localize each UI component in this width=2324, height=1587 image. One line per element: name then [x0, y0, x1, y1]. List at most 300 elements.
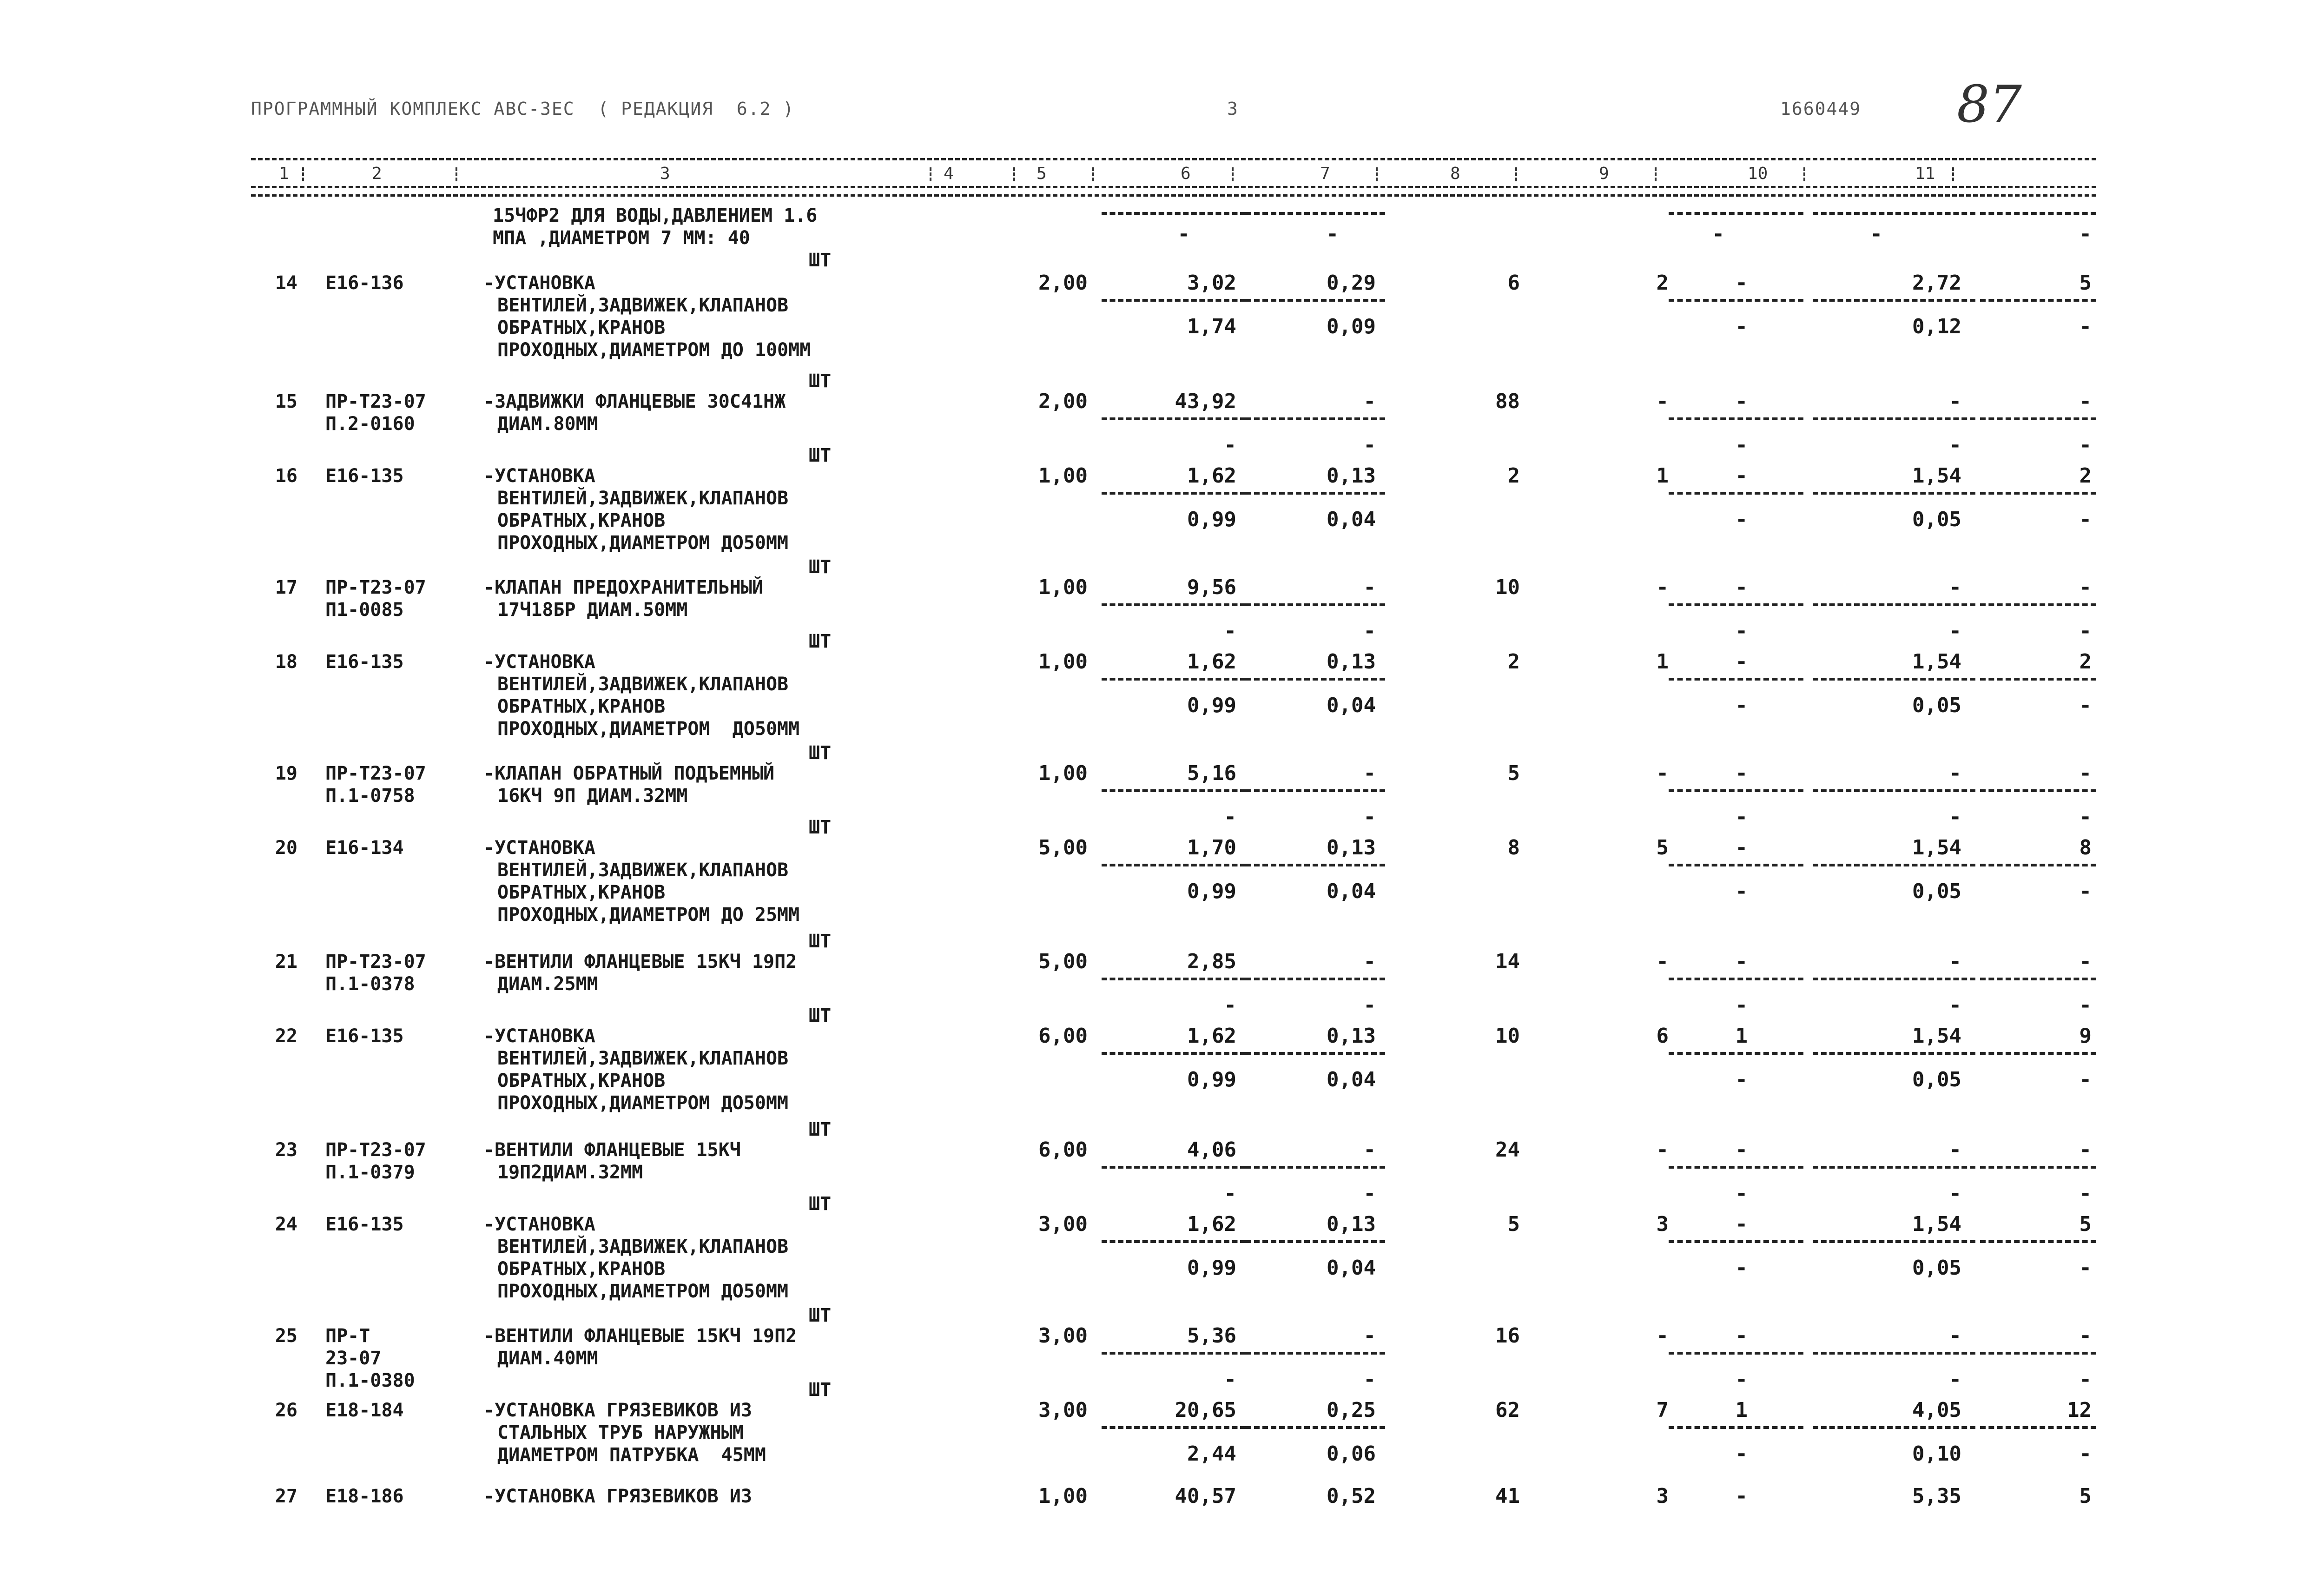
unit-label: ШТ — [809, 1305, 832, 1326]
fraction-rule — [1980, 1352, 2096, 1355]
cell-value: - — [2079, 1182, 2092, 1205]
rate-code: П.1-0378 — [325, 973, 415, 995]
cell-value: - — [2079, 1324, 2092, 1348]
header-rule-bottom — [251, 186, 2096, 188]
fraction-rule — [1102, 1052, 1246, 1055]
column-separator — [1092, 167, 1094, 181]
rate-code: Е16-135 — [325, 651, 404, 673]
fraction-rule — [1246, 417, 1385, 420]
cell-value: - — [2079, 315, 2092, 338]
cell-value: - — [1224, 433, 1236, 457]
cell-value: - — [2079, 1256, 2092, 1280]
column-separator — [1655, 167, 1657, 181]
work-description: -ЗАДВИЖКИ ФЛАНЦЕВЫЕ 30С41НЖ — [483, 391, 786, 412]
work-description: ВЕНТИЛЕЙ,ЗАДВИЖЕК,КЛАПАНОВ — [497, 860, 789, 881]
work-description: -ВЕНТИЛИ ФЛАНЦЕВЫЕ 15КЧ — [483, 1139, 741, 1161]
column-number: 10 — [1748, 164, 1768, 183]
cell-value: 20,65 — [1175, 1398, 1236, 1422]
work-description: -УСТАНОВКА — [483, 837, 595, 859]
fraction-rule — [1669, 299, 1803, 302]
fraction-rule — [1980, 1240, 2096, 1243]
cell-value: - — [1735, 315, 1748, 338]
cell-value: - — [1177, 222, 1190, 246]
cell-value: 0,25 — [1327, 1398, 1376, 1422]
fraction-rule — [1102, 678, 1246, 681]
work-description: ПРОХОДНЫХ,ДИАМЕТРОМ ДО50ММ — [497, 532, 789, 554]
quantity: 1,00 — [1038, 650, 1088, 674]
fraction-rule — [1246, 603, 1385, 606]
unit-label: ШТ — [809, 1193, 832, 1215]
cell-value: - — [1363, 1182, 1376, 1205]
quantity: 5,00 — [1038, 836, 1088, 860]
cell-value: - — [1949, 619, 1961, 643]
cell-value: 0,52 — [1327, 1484, 1376, 1508]
cell-value: 4,06 — [1187, 1138, 1236, 1162]
unit-label: ШТ — [809, 931, 832, 952]
quantity: 2,00 — [1038, 390, 1088, 413]
unit-label: ШТ — [809, 1005, 832, 1026]
cell-value: - — [1735, 805, 1748, 829]
cell-value: 5 — [2079, 1484, 2092, 1508]
work-description: ОБРАТНЫХ,КРАНОВ — [497, 696, 666, 717]
cell-value: - — [1949, 1324, 1961, 1348]
cell-value: - — [2079, 950, 2092, 973]
cell-value: 3 — [1656, 1212, 1669, 1236]
fraction-rule — [1669, 492, 1803, 495]
row-number: 15 — [275, 391, 297, 412]
rate-code: Е16-135 — [325, 1025, 404, 1047]
cell-value: - — [2079, 1138, 2092, 1162]
cell-value: 1 — [1656, 650, 1669, 674]
cell-value: - — [1735, 433, 1748, 457]
fraction-rule — [1813, 299, 1975, 302]
fraction-rule — [1669, 978, 1803, 980]
cell-value: - — [1363, 575, 1376, 599]
quantity: 1,00 — [1038, 464, 1088, 488]
cell-value: - — [1224, 993, 1236, 1017]
cell-value: 0,05 — [1912, 1068, 1961, 1091]
fraction-rule — [1102, 417, 1246, 420]
fraction-rule — [1980, 978, 2096, 980]
work-description: ВЕНТИЛЕЙ,ЗАДВИЖЕК,КЛАПАНОВ — [497, 488, 789, 509]
cell-value: 1,54 — [1912, 1024, 1961, 1048]
fraction-rule — [1246, 678, 1385, 681]
cell-value: - — [1735, 1442, 1748, 1466]
fraction-rule — [1813, 1166, 1975, 1169]
cell-value: 1,62 — [1187, 650, 1236, 674]
fraction-rule — [1246, 1240, 1385, 1243]
cell-value: 1,54 — [1912, 464, 1961, 488]
rate-code: Е16-135 — [325, 1214, 404, 1235]
unit-label: ШТ — [809, 370, 832, 392]
fraction-rule — [1669, 678, 1803, 681]
work-description: ДИАМ.80ММ — [497, 413, 598, 435]
work-description: -УСТАНОВКА — [483, 1025, 595, 1047]
fraction-rule — [1980, 1166, 2096, 1169]
cell-value: 24 — [1495, 1138, 1520, 1162]
cell-value: - — [1735, 508, 1748, 531]
cell-value: 0,29 — [1327, 271, 1376, 295]
row-number: 20 — [275, 837, 297, 859]
cell-value: - — [1870, 222, 1882, 246]
fraction-rule — [1102, 1426, 1246, 1429]
cell-value: - — [2079, 433, 2092, 457]
fraction-rule — [1980, 864, 2096, 866]
cell-value: 5 — [1507, 761, 1520, 785]
unit-label: ШТ — [809, 631, 832, 652]
work-description: ОБРАТНЫХ,КРАНОВ — [497, 317, 666, 338]
cell-value: - — [2079, 993, 2092, 1017]
cell-value: - — [2079, 805, 2092, 829]
column-separator — [1515, 167, 1517, 181]
work-description: ВЕНТИЛЕЙ,ЗАДВИЖЕК,КЛАПАНОВ — [497, 1048, 789, 1069]
cell-value: 43,92 — [1175, 390, 1236, 413]
work-description: -ВЕНТИЛИ ФЛАНЦЕВЫЕ 15КЧ 19П2 — [483, 1325, 797, 1347]
cell-value: 12 — [2067, 1398, 2092, 1422]
cell-value: 14 — [1495, 950, 1520, 973]
work-description: -УСТАНОВКА ГРЯЗЕВИКОВ ИЗ — [483, 1486, 752, 1507]
fraction-rule — [1102, 603, 1246, 606]
work-description: ДИАМЕТРОМ ПАТРУБКА 45ММ — [497, 1444, 766, 1466]
cell-value: - — [2079, 1368, 2092, 1391]
cell-value: 0,06 — [1327, 1442, 1376, 1466]
header-rule-bottom-2 — [251, 194, 2096, 197]
cell-value: - — [2079, 619, 2092, 643]
row-number: 18 — [275, 651, 297, 673]
cell-value: - — [2079, 575, 2092, 599]
cell-value: - — [1363, 390, 1376, 413]
cell-value: 0,05 — [1912, 508, 1961, 531]
work-description: -УСТАНОВКА — [483, 651, 595, 673]
fraction-rule — [1102, 1352, 1246, 1355]
column-separator — [1013, 167, 1015, 181]
cell-value: - — [1949, 805, 1961, 829]
cell-value: - — [1735, 1256, 1748, 1280]
cell-value: - — [1735, 950, 1748, 973]
cell-value: - — [1656, 761, 1669, 785]
cell-value: 0,10 — [1912, 1442, 1961, 1466]
unit-label: ШТ — [809, 742, 832, 764]
unit-label: ШТ — [809, 1119, 832, 1140]
fraction-rule — [1669, 1426, 1803, 1429]
fraction-rule — [1980, 1052, 2096, 1055]
cell-value: 2,85 — [1187, 950, 1236, 973]
cell-value: 62 — [1495, 1398, 1520, 1422]
column-separator — [1803, 167, 1805, 181]
intro-line: 15ЧФР2 ДЛЯ ВОДЫ,ДАВЛЕНИЕМ 1.6 — [493, 205, 818, 226]
cell-value: 1,54 — [1912, 836, 1961, 860]
work-description: -ВЕНТИЛИ ФЛАНЦЕВЫЕ 15КЧ 19П2 — [483, 951, 797, 972]
row-number: 26 — [275, 1400, 297, 1421]
cell-value: - — [1735, 993, 1748, 1017]
rate-code: ПР-Т23-07 — [325, 391, 426, 412]
cell-value: 10 — [1495, 575, 1520, 599]
rate-code: Е18-186 — [325, 1486, 404, 1507]
cell-value: - — [2079, 879, 2092, 903]
cell-value: - — [1735, 390, 1748, 413]
cell-value: - — [1363, 619, 1376, 643]
work-description: ПРОХОДНЫХ,ДИАМЕТРОМ ДО50ММ — [497, 1092, 789, 1114]
cell-value: 5,16 — [1187, 761, 1236, 785]
cell-value: - — [1735, 1324, 1748, 1348]
rate-code: П.1-0380 — [325, 1370, 415, 1391]
fraction-rule — [1669, 1166, 1803, 1169]
work-description: -УСТАНОВКА — [483, 1214, 595, 1235]
work-description: ПРОХОДНЫХ,ДИАМЕТРОМ ДО 100ММ — [497, 339, 811, 361]
column-number: 1 — [279, 164, 289, 183]
cell-value: - — [1735, 1368, 1748, 1391]
cell-value: 0,99 — [1187, 1256, 1236, 1280]
work-description: ПРОХОДНЫХ,ДИАМЕТРОМ ДО50ММ — [497, 718, 800, 740]
quantity: 1,00 — [1038, 761, 1088, 785]
fraction-rule — [1813, 978, 1975, 980]
cell-value: 1,62 — [1187, 1212, 1236, 1236]
column-separator — [1952, 167, 1954, 181]
fraction-rule — [1980, 1426, 2096, 1429]
cell-value: 8 — [1507, 836, 1520, 860]
row-number: 25 — [275, 1325, 297, 1347]
cell-value: 1,74 — [1187, 315, 1236, 338]
cell-value: 0,12 — [1912, 315, 1961, 338]
quantity: 3,00 — [1038, 1212, 1088, 1236]
cell-value: 1,54 — [1912, 1212, 1961, 1236]
fraction-rule — [1669, 1240, 1803, 1243]
cell-value: 0,99 — [1187, 879, 1236, 903]
quantity: 2,00 — [1038, 271, 1088, 295]
cell-value: - — [1735, 836, 1748, 860]
fraction-rule — [1246, 864, 1385, 866]
quantity: 5,00 — [1038, 950, 1088, 973]
cell-value: 5 — [2079, 1212, 2092, 1236]
cell-value: 0,99 — [1187, 694, 1236, 717]
fraction-rule — [1813, 864, 1975, 866]
cell-value: 2 — [2079, 650, 2092, 674]
column-number: 5 — [1037, 164, 1047, 183]
cell-value: 0,05 — [1912, 879, 1961, 903]
cell-value: 1,54 — [1912, 650, 1961, 674]
column-separator — [930, 167, 931, 181]
cell-value: - — [2079, 222, 2092, 246]
work-description: 17Ч18БР ДИАМ.50ММ — [497, 599, 688, 621]
row-number: 23 — [275, 1139, 297, 1161]
fraction-rule — [1813, 603, 1975, 606]
row-number: 24 — [275, 1214, 297, 1235]
rate-code: ПР-Т23-07 — [325, 763, 426, 784]
cell-value: 0,04 — [1327, 508, 1376, 531]
column-separator — [456, 167, 457, 181]
work-description: ПРОХОДНЫХ,ДИАМЕТРОМ ДО 25ММ — [497, 904, 800, 926]
cell-value: - — [2079, 761, 2092, 785]
cell-value: 1 — [1735, 1398, 1748, 1422]
cell-value: 2 — [2079, 464, 2092, 488]
cell-value: - — [1735, 650, 1748, 674]
cell-value: - — [1656, 950, 1669, 973]
cell-value: 8 — [2079, 836, 2092, 860]
fraction-rule — [1669, 864, 1803, 866]
cell-value: 3 — [1656, 1484, 1669, 1508]
row-number: 19 — [275, 763, 297, 784]
cell-value: 0,99 — [1187, 508, 1236, 531]
fraction-rule — [1102, 864, 1246, 866]
cell-value: 0,99 — [1187, 1068, 1236, 1091]
cell-value: 5,35 — [1912, 1484, 1961, 1508]
fraction-rule — [1669, 789, 1803, 792]
rate-code: П1-0085 — [325, 599, 404, 621]
cell-value: - — [1224, 619, 1236, 643]
cell-value: - — [1949, 433, 1961, 457]
work-description: -УСТАНОВКА — [483, 272, 595, 294]
cell-value: 41 — [1495, 1484, 1520, 1508]
fraction-rule — [1246, 789, 1385, 792]
document-number: 1660449 — [1780, 99, 1862, 119]
intro-unit: ШТ — [809, 250, 832, 271]
cell-value: 5 — [1507, 1212, 1520, 1236]
fraction-rule — [1980, 212, 2096, 215]
work-description: ОБРАТНЫХ,КРАНОВ — [497, 1258, 666, 1280]
cell-value: 3,02 — [1187, 271, 1236, 295]
cell-value: - — [1735, 619, 1748, 643]
cell-value: 0,13 — [1327, 650, 1376, 674]
cell-value: - — [1656, 1138, 1669, 1162]
rate-code: Е16-136 — [325, 272, 404, 294]
unit-label: ШТ — [809, 817, 832, 838]
cell-value: - — [1735, 1138, 1748, 1162]
cell-value: 9 — [2079, 1024, 2092, 1048]
rate-code: П.1-0758 — [325, 785, 415, 807]
column-number: 7 — [1320, 164, 1330, 183]
cell-value: - — [1949, 761, 1961, 785]
fraction-rule — [1980, 492, 2096, 495]
handwritten-page-number: 87 — [1957, 74, 2022, 134]
quantity: 6,00 — [1038, 1138, 1088, 1162]
work-description: СТАЛЬНЫХ ТРУБ НАРУЖНЫМ — [497, 1422, 744, 1443]
rate-code: П.1-0379 — [325, 1162, 415, 1183]
cell-value: - — [2079, 390, 2092, 413]
fraction-rule — [1669, 1352, 1803, 1355]
fraction-rule — [1980, 603, 2096, 606]
column-number: 11 — [1915, 164, 1935, 183]
work-description: 16КЧ 9П ДИАМ.32ММ — [497, 785, 688, 807]
cell-value: - — [1949, 993, 1961, 1017]
fraction-rule — [1813, 1426, 1975, 1429]
cell-value: - — [2079, 1442, 2092, 1466]
header-rule-top — [251, 158, 2096, 160]
fraction-rule — [1246, 492, 1385, 495]
cell-value: - — [1735, 271, 1748, 295]
cell-value: - — [1949, 950, 1961, 973]
row-number: 16 — [275, 465, 297, 487]
cell-value: - — [1949, 1368, 1961, 1391]
cell-value: - — [2079, 1068, 2092, 1091]
column-number: 9 — [1599, 164, 1609, 183]
cell-value: 2 — [1507, 650, 1520, 674]
unit-label: ШТ — [809, 1379, 832, 1401]
cell-value: 0,05 — [1912, 1256, 1961, 1280]
cell-value: - — [1363, 805, 1376, 829]
cell-value: 1,62 — [1187, 1024, 1236, 1048]
cell-value: - — [1735, 1068, 1748, 1091]
cell-value: 10 — [1495, 1024, 1520, 1048]
cell-value: - — [1735, 1182, 1748, 1205]
work-description: ВЕНТИЛЕЙ,ЗАДВИЖЕК,КЛАПАНОВ — [497, 674, 789, 695]
fraction-rule — [1813, 1352, 1975, 1355]
rate-code: ПР-Т23-07 — [325, 577, 426, 598]
fraction-rule — [1102, 789, 1246, 792]
cell-value: - — [1224, 1368, 1236, 1391]
cell-value: - — [1949, 1182, 1961, 1205]
cell-value: 6 — [1656, 1024, 1669, 1048]
cell-value: 16 — [1495, 1324, 1520, 1348]
cell-value: - — [1735, 761, 1748, 785]
fraction-rule — [1246, 1426, 1385, 1429]
cell-value: 2 — [1656, 271, 1669, 295]
cell-value: 5 — [2079, 271, 2092, 295]
rate-code: П.2-0160 — [325, 413, 415, 435]
work-description: ОБРАТНЫХ,КРАНОВ — [497, 510, 666, 531]
cell-value: 0,04 — [1327, 694, 1376, 717]
column-number: 8 — [1450, 164, 1460, 183]
cell-value: - — [1326, 222, 1339, 246]
cell-value: 0,13 — [1327, 464, 1376, 488]
column-number: 6 — [1181, 164, 1191, 183]
quantity: 6,00 — [1038, 1024, 1088, 1048]
cell-value: - — [1735, 1212, 1748, 1236]
cell-value: 5,36 — [1187, 1324, 1236, 1348]
fraction-rule — [1813, 678, 1975, 681]
cell-value: 5 — [1656, 836, 1669, 860]
rate-code: ПР-Т23-07 — [325, 1139, 426, 1161]
cell-value: - — [1949, 1138, 1961, 1162]
fraction-rule — [1980, 789, 2096, 792]
fraction-rule — [1980, 678, 2096, 681]
fraction-rule — [1813, 1240, 1975, 1243]
row-number: 14 — [275, 272, 297, 294]
cell-value: 2,44 — [1187, 1442, 1236, 1466]
cell-value: - — [1224, 1182, 1236, 1205]
fraction-rule — [1102, 212, 1246, 215]
cell-value: - — [1363, 1138, 1376, 1162]
cell-value: - — [1363, 1368, 1376, 1391]
cell-value: - — [1735, 879, 1748, 903]
cell-value: 0,04 — [1327, 879, 1376, 903]
fraction-rule — [1980, 417, 2096, 420]
cell-value: 2 — [1507, 464, 1520, 488]
rate-code: Е16-134 — [325, 837, 404, 859]
work-description: ДИАМ.25ММ — [497, 973, 598, 995]
fraction-rule — [1980, 299, 2096, 302]
fraction-rule — [1102, 1240, 1246, 1243]
cell-value: - — [1363, 993, 1376, 1017]
fraction-rule — [1246, 212, 1385, 215]
quantity: 1,00 — [1038, 1484, 1088, 1508]
work-description: -КЛАПАН ОБРАТНЫЙ ПОДЪЕМНЫЙ — [483, 763, 775, 784]
work-description: ОБРАТНЫХ,КРАНОВ — [497, 882, 666, 903]
rate-code: Е18-184 — [325, 1400, 404, 1421]
column-number: 2 — [372, 164, 382, 183]
cell-value: 6 — [1507, 271, 1520, 295]
cell-value: 0,13 — [1327, 836, 1376, 860]
work-description: ПРОХОДНЫХ,ДИАМЕТРОМ ДО50ММ — [497, 1281, 789, 1302]
fraction-rule — [1813, 417, 1975, 420]
cell-value: 1 — [1735, 1024, 1748, 1048]
cell-value: 88 — [1495, 390, 1520, 413]
row-number: 22 — [275, 1025, 297, 1047]
cell-value: - — [1656, 1324, 1669, 1348]
cell-value: 9,56 — [1187, 575, 1236, 599]
row-number: 27 — [275, 1486, 297, 1507]
cell-value: - — [1735, 1484, 1748, 1508]
fraction-rule — [1102, 978, 1246, 980]
